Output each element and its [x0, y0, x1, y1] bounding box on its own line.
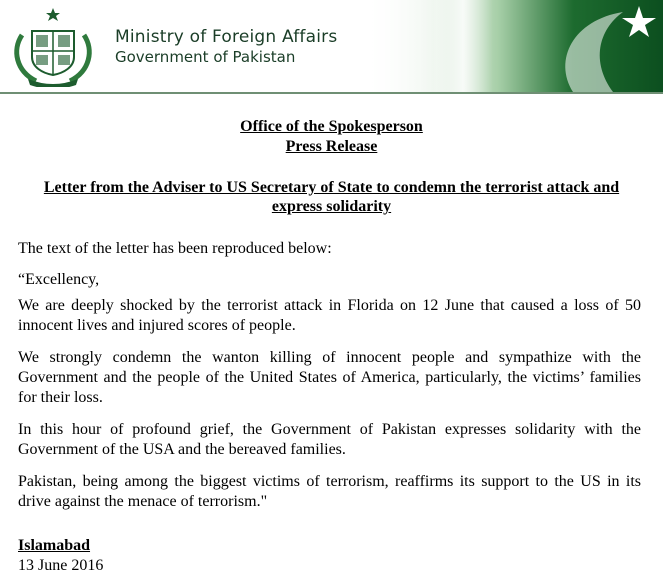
letter-paragraph: We strongly condemn the wanton killing of innocent people and sympathize with the Government and the people of the United States of America, particularly, the victims’ families for their loss.: [18, 349, 641, 406]
document-type: Press Release: [285, 138, 378, 155]
government-name: Government of Pakistan: [115, 48, 296, 66]
office-title: Office of the Spokesperson: [240, 118, 423, 135]
signoff-date: 13 June 2016: [18, 557, 104, 574]
signoff-place: Islamabad: [18, 537, 91, 554]
letter-paragraph: Pakistan, being among the biggest victims of terrorism, reaffirms its support to the US in its drive against the menace of terrorism.": [18, 473, 641, 510]
flag-white-band: [433, 0, 493, 92]
letter-paragraph: We are deeply shocked by the terrorist attack in Florida on 12 June that caused a loss of 50 innocent lives and injured scores of people.: [18, 297, 641, 334]
salutation: “Excellency,: [18, 271, 100, 288]
intro-paragraph: The text of the letter has been reproduced below:: [18, 240, 332, 257]
pakistan-flag-icon: [543, 0, 663, 92]
header-divider: [0, 92, 663, 94]
letter-heading: Letter from the Adviser to US Secretary of State to condemn the terrorist attack and express solidarity: [43, 179, 620, 215]
letter-paragraph: In this hour of profound grief, the Government of Pakistan expresses solidarity with the Government of the USA and the bereaved families.: [18, 421, 641, 458]
ministry-name: Ministry of Foreign Affairs: [115, 27, 338, 47]
letterhead: [0, 0, 663, 92]
state-emblem-icon: [8, 5, 98, 87]
